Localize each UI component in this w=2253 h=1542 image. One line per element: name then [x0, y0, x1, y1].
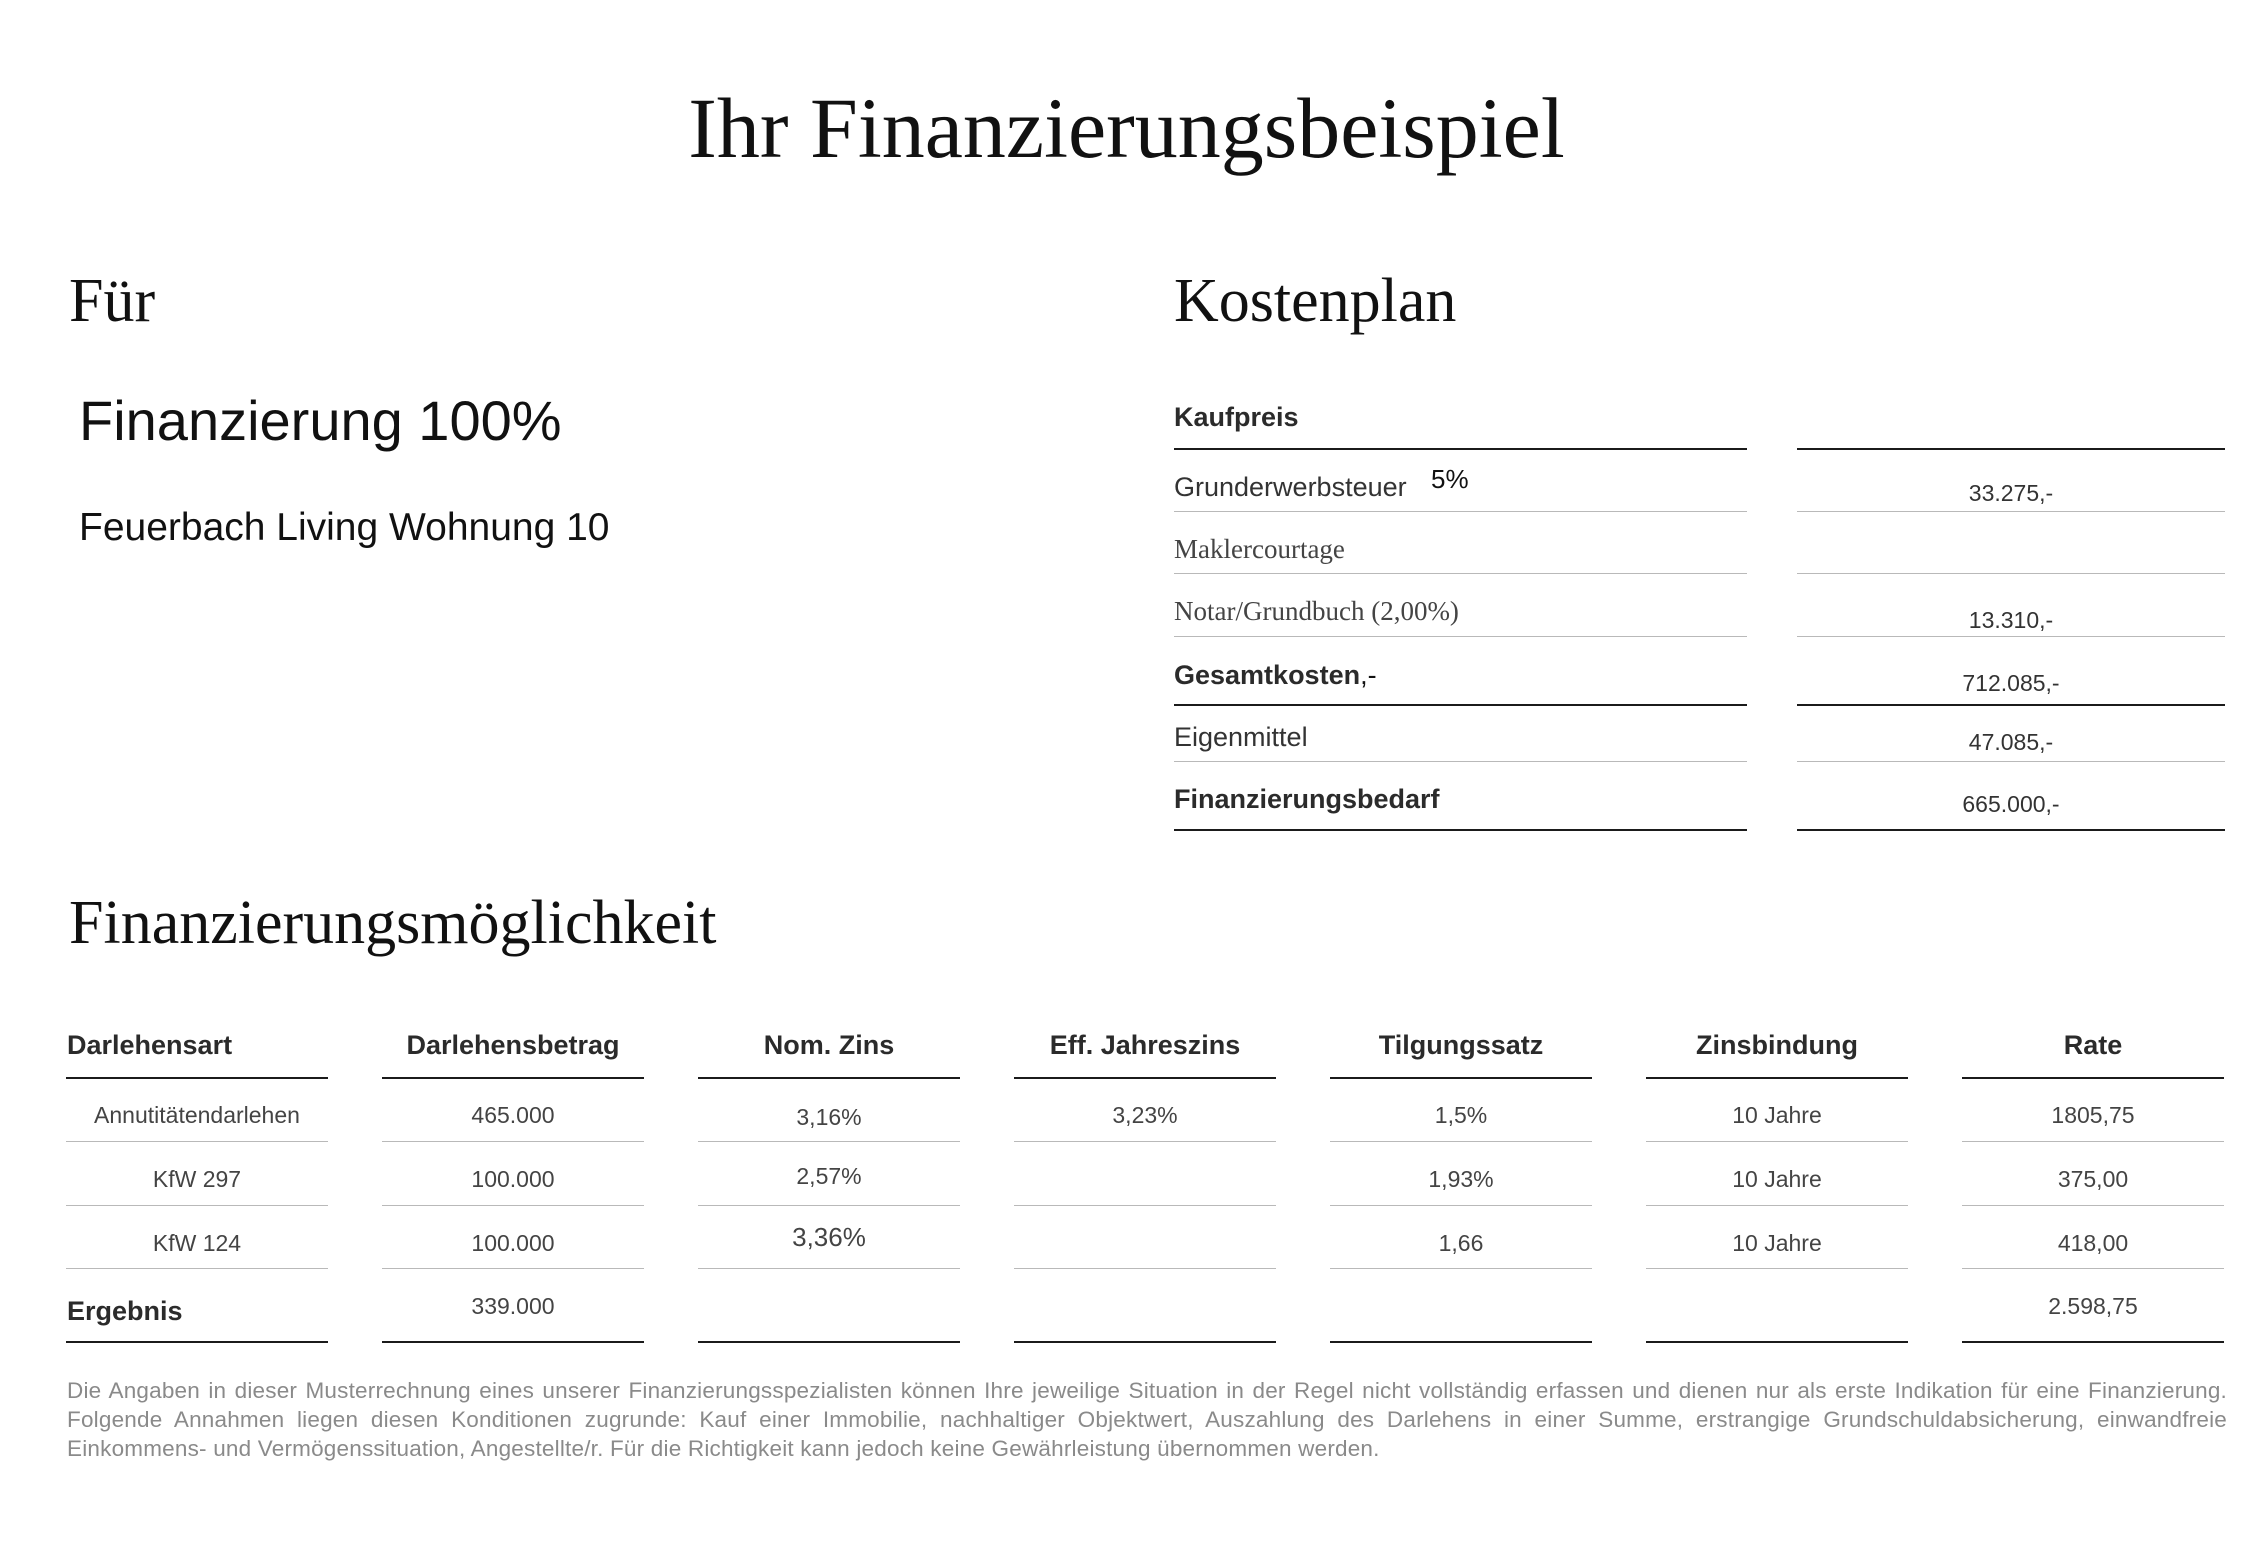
kostenplan-label-notar: Notar/Grundbuch (2,00%) [1174, 596, 1459, 626]
finanzierungsmoeglichkeit-heading: Finanzierungsmöglichkeit [69, 889, 717, 957]
kostenplan-rule [1797, 761, 2225, 762]
table-rule [1014, 1341, 1276, 1343]
kostenplan-label-gesamtkosten: Gesamtkosten,- [1174, 660, 1377, 690]
table-rule [1646, 1341, 1908, 1343]
kostenplan-value-finanzierungsbedarf: 665.000,- [1962, 791, 2060, 817]
table-cell: 2,57% [796, 1163, 862, 1189]
table-rule [382, 1341, 644, 1343]
table-rule [66, 1141, 328, 1142]
kostenplan-label-grunderwerbsteuer: Grunderwerbsteuer [1174, 472, 1407, 502]
kostenplan-rule [1797, 573, 2225, 574]
table-rule [698, 1341, 960, 1343]
kostenplan-rule [1174, 636, 1747, 637]
kostenplan-rule [1174, 761, 1747, 762]
column-header-darlehensart: Darlehensart [67, 1030, 233, 1060]
table-cell: 375,00 [2057, 1166, 2129, 1192]
table-cell: 3,23% [1112, 1102, 1178, 1128]
table-cell: 100.000 [471, 1166, 555, 1192]
table-rule [1962, 1268, 2224, 1269]
table-rule [1646, 1205, 1908, 1206]
table-cell: 1,5% [1434, 1102, 1488, 1128]
kostenplan-rule [1174, 448, 1747, 450]
table-rule [382, 1077, 644, 1079]
kostenplan-rule [1797, 704, 2225, 706]
kostenplan-label-finanzierungsbedarf: Finanzierungsbedarf [1174, 784, 1440, 814]
table-rule [66, 1077, 328, 1079]
table-rule [1330, 1341, 1592, 1343]
table-cell: 1805,75 [2051, 1102, 2135, 1128]
fuer-heading: Für [69, 267, 156, 335]
column-header-nom-zins: Nom. Zins [763, 1030, 895, 1060]
table-rule [1962, 1341, 2224, 1343]
table-rule [1962, 1205, 2224, 1206]
kostenplan-rule [1797, 511, 2225, 512]
kostenplan-rule [1174, 511, 1747, 512]
table-cell: 3,36% [792, 1222, 866, 1252]
table-rule [1962, 1141, 2224, 1142]
result-rate: 2.598,75 [2048, 1293, 2138, 1319]
table-rule [698, 1141, 960, 1142]
table-rule [382, 1141, 644, 1142]
property-name: Feuerbach Living Wohnung 10 [79, 506, 610, 549]
table-rule [698, 1268, 960, 1269]
kostenplan-rule [1174, 704, 1747, 706]
table-rule [1014, 1141, 1276, 1142]
table-rule [1014, 1268, 1276, 1269]
table-rule [1330, 1268, 1592, 1269]
kostenplan-label-kaufpreis: Kaufpreis [1174, 402, 1299, 432]
table-cell: Annutitätendarlehen [94, 1102, 300, 1128]
grunderwerbsteuer-rate: 5% [1431, 464, 1469, 494]
kostenplan-rule [1797, 448, 2225, 450]
table-rule [1962, 1077, 2224, 1079]
table-rule [698, 1205, 960, 1206]
kostenplan-rule [1797, 829, 2225, 831]
table-rule [1014, 1205, 1276, 1206]
table-cell: 1,93% [1428, 1166, 1494, 1192]
kostenplan-value-notar: 13.310,- [1968, 607, 2054, 633]
column-header-zinsbindung: Zinsbindung [1696, 1030, 1858, 1060]
table-rule [382, 1205, 644, 1206]
table-rule [66, 1341, 328, 1343]
column-header-darlehensbetrag: Darlehensbetrag [406, 1030, 620, 1060]
table-rule [1646, 1268, 1908, 1269]
table-cell: 10 Jahre [1732, 1166, 1822, 1192]
table-cell: 418,00 [2057, 1230, 2129, 1256]
page-title: Ihr Finanzierungsbeispiel [688, 80, 1565, 176]
table-cell: 100.000 [471, 1230, 555, 1256]
table-cell: 465.000 [471, 1102, 555, 1128]
disclaimer-text: Die Angaben in dieser Musterrechnung eines unserer Finanzierungsspezialisten können Ihre jeweilige Situation in der Regel nicht vollständig erfassen und dienen nur als erste Indikation für eine Finanzierung. Folgende Annahmen liegen diesen Konditionen zugrunde: Kauf einer Immobilie, nachhaltiger Objektwert, Auszahlung des Darlehens in einer Summe, erstrangige Grundschuldabsicherung, einwandfreie Einkommens- und Vermögenssituation, Angestellte/r. Für die Richtigkeit kann jedoch keine Gewährleistung übernommen werden. [67, 1378, 2227, 1461]
table-rule [1330, 1141, 1592, 1142]
table-rule [1646, 1141, 1908, 1142]
kostenplan-rule [1174, 573, 1747, 574]
table-cell: 3,16% [796, 1104, 862, 1130]
column-header-eff-jahreszins: Eff. Jahreszins [1049, 1030, 1241, 1060]
kostenplan-rule [1174, 829, 1747, 831]
table-cell: KfW 297 [152, 1166, 242, 1192]
gesamtkosten-suffix: ,- [1360, 660, 1377, 690]
column-header-rate: Rate [2063, 1030, 2123, 1060]
kostenplan-heading: Kostenplan [1174, 267, 1457, 335]
kostenplan-label-maklercourtage: Maklercourtage [1174, 534, 1345, 564]
table-cell: KfW 124 [152, 1230, 242, 1256]
result-label: Ergebnis [67, 1296, 183, 1326]
result-darlehensbetrag: 339.000 [471, 1293, 555, 1319]
table-cell: 1,66 [1438, 1230, 1484, 1256]
table-rule [1014, 1077, 1276, 1079]
kostenplan-label-eigenmittel: Eigenmittel [1174, 722, 1308, 752]
table-rule [1330, 1205, 1592, 1206]
table-rule [382, 1268, 644, 1269]
kostenplan-value-eigenmittel: 47.085,- [1968, 729, 2054, 755]
table-rule [66, 1205, 328, 1206]
table-rule [698, 1077, 960, 1079]
table-rule [1646, 1077, 1908, 1079]
kostenplan-value-gesamtkosten: 712.085,- [1962, 670, 2060, 696]
table-rule [1330, 1077, 1592, 1079]
table-cell: 10 Jahre [1732, 1230, 1822, 1256]
table-cell: 10 Jahre [1732, 1102, 1822, 1128]
kostenplan-value-grunderwerbsteuer: 33.275,- [1968, 480, 2054, 506]
table-rule [66, 1268, 328, 1269]
financing-title: Finanzierung 100% [79, 389, 562, 452]
kostenplan-rule [1797, 636, 2225, 637]
column-header-tilgungssatz: Tilgungssatz [1378, 1030, 1544, 1060]
